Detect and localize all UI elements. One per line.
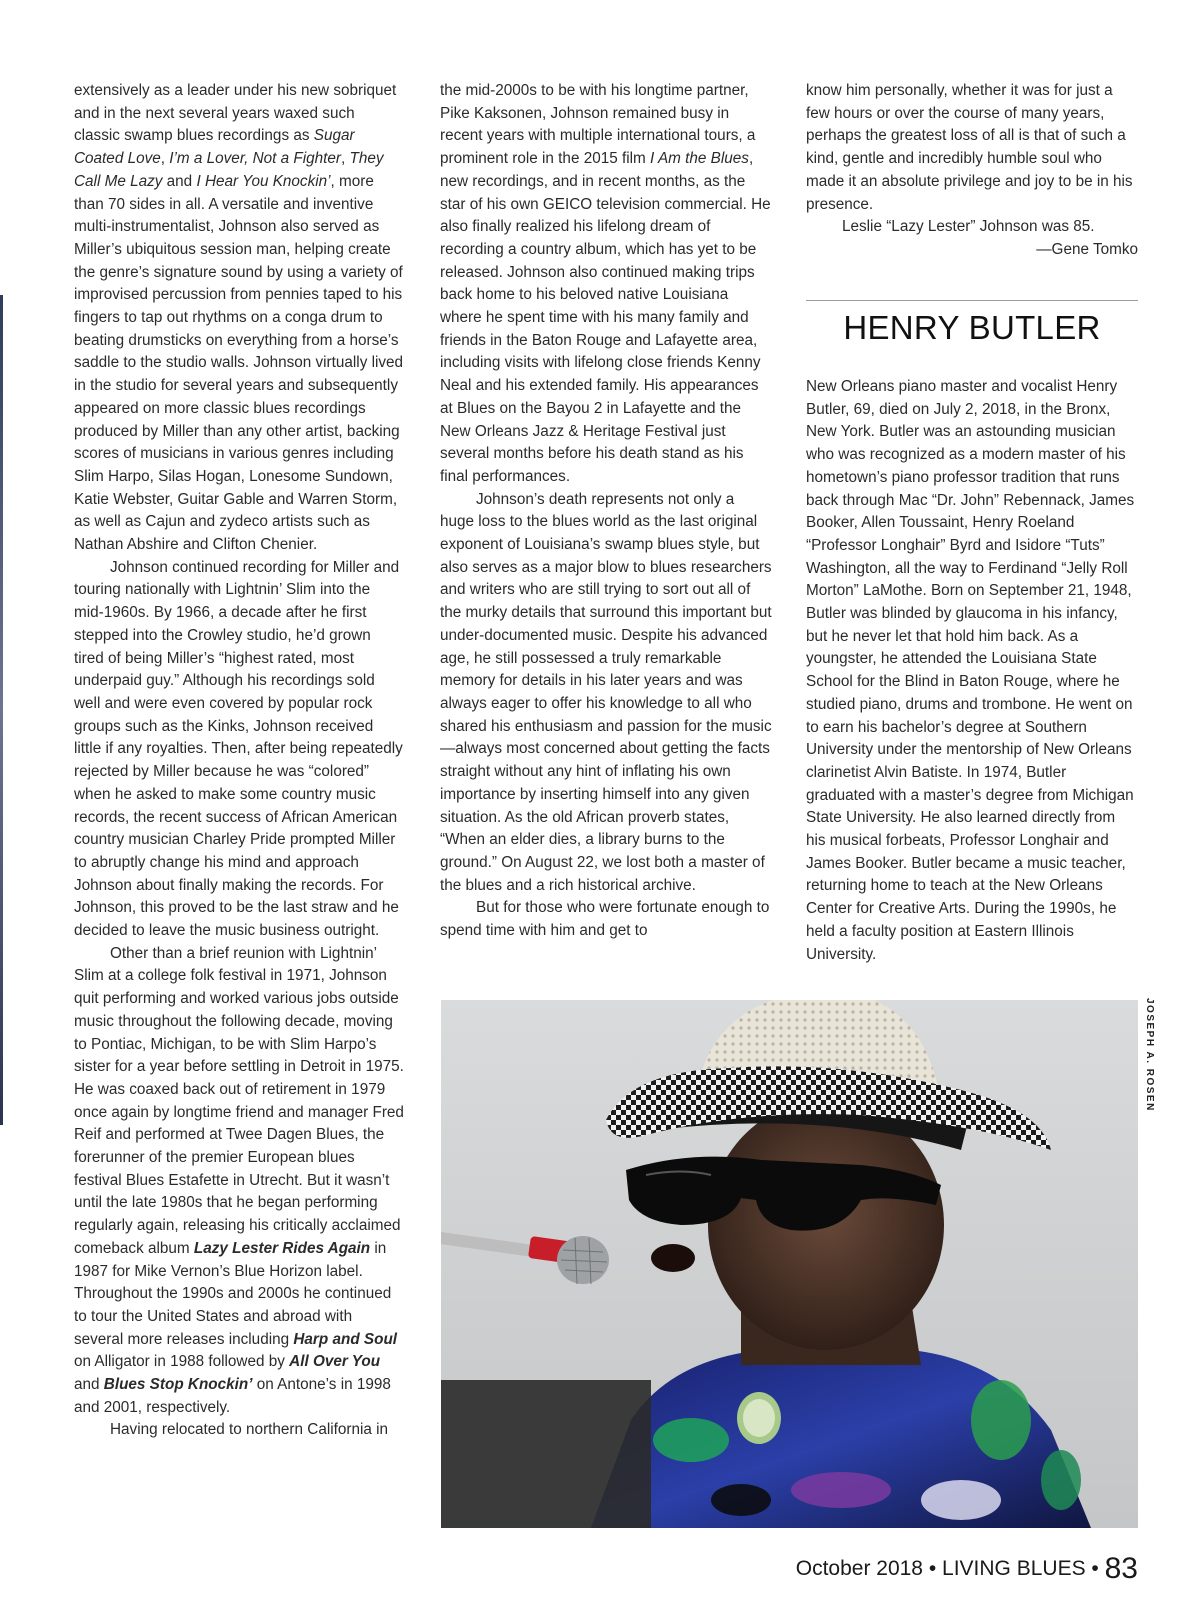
page-number: 83 [1104, 1552, 1138, 1585]
facing-page-edge [0, 295, 3, 1125]
paragraph: But for those who were fortunate enough to spend time with him and get to [440, 899, 770, 940]
performer-photo [441, 1000, 1138, 1528]
paragraph: New Orleans piano master and vocalist Henry Butler, 69, died on July 2, 2018, in the Bronx, New York. Butler was an astounding musician who was recognized as a modern master of his hometown’s piano professor tradition that runs back through Mac “Dr. John” Rebennack, James Booker, Allen Toussaint, Henry Roeland “Professor Longhair” Byrd and Isidore “Tuts” Washington, all the way to Ferdinand “Jelly Roll Morton” LaMothe. Born on September 21, 1948, Butler was blinded by glaucoma in his infancy, but he never let that hold him back. As a youngster, he attended the Louisiana State School for the Blind in Baton Rouge, where he studied piano, drums and trombone. He went on to earn his bachelor’s degree at Southern University under the mentorship of New Orleans clarinetist Alvin Batiste. In 1974, Butler graduated with a master’s degree from Michigan State University. He also learned directly from his musical forbeats, Professor Longhair and James Booker. Butler became a music teacher, returning home to teach at the New Orleans Center for Creative Arts. During the 1990s, he held a faculty position at Eastern Illinois University. [806, 378, 1135, 963]
film-title: I Am the Blues [650, 150, 749, 168]
article-column-3 [806, 80, 1138, 262]
section-divider [806, 300, 1138, 301]
album-title: Blues Stop Knockin’ [103, 1376, 253, 1394]
article-column-1 [74, 80, 404, 1442]
paragraph: the mid-2000s to be with his longtime partner, Pike Kaksonen, Johnson remained busy in recent years with multiple international tours, a prominent role in the 2015 film I Am the Blues, new recordings, and in recent months, as the star of his own GEICO television commercial. He also finally realized his lifelong dream of recording a country album, which has yet to be released. Johnson also continued making trips back home to his beloved native Louisiana where he spent time with his many family and friends in the Baton Rouge and Lafayette area, including visits with lifelong close friends Kenny Neal and his extended family. His appearances at Blues on the Bayou 2 in Lafayette and the New Orleans Jazz & Heritage Festival just several months before his death stand as his final performances. [440, 82, 771, 485]
bullet-separator: • [923, 1557, 943, 1580]
paragraph: Having relocated to northern California in [110, 1421, 389, 1439]
photo-credit [1141, 998, 1155, 1112]
paragraph: Other than a brief reunion with Lightnin’ Slim at a college folk festival in 1971, Johnson quit performing and worked various jobs outside music throughout the following decade, moving to Pontiac, Michigan, to be with Slim Harpo’s sister for a year before settling in Detroit in 1975. He was coaxed back out of retirement in 1979 once again by longtime friend and manager Fred Reif and performed at Twee Dagen Blues, the forerunner of the premier European blues festival Blues Estafette in Utrecht. But it wasn’t until the late 1980s that he began performing regularly again, releasing his critically acclaimed comeback album Lazy Lester Rides Again in 1987 for Mike Vernon’s Blue Horizon label. Throughout the 1990s and 2000s he continued to tour the United States and abroad with several more releases including Harp and Soul on Alligator in 1988 followed by All Over You and Blues Stop Knockin’ on Antone’s in 1998 and 2001, respectively. [74, 944, 404, 1416]
magazine-name: LIVING BLUES [942, 1557, 1086, 1580]
paragraph: know him personally, whether it was for just a few hours or over the course of many years, perhaps the greatest loss of all is that of such a kind, gentle and incredibly humble soul who made it an absolute privilege and joy to be in his presence. [806, 82, 1133, 213]
paragraph: Johnson’s death represents not only a huge loss to the blues world as the last original exponent of Louisiana’s swamp blues style, but also serves as a major blow to blues researchers and writers who are still trying to sort out all of the murky details that surround this important but under-documented music. Despite his advanced age, he still possessed a truly remarkable memory for details in his later years and was always eager to offer his knowledge to all who shared his enthusiasm and passion for the music—always most concerned about getting the facts straight without any hint of inflating his own importance by inserting himself into any given situation. As the old African proverb states, “When an elder dies, a library burns to the ground.” On August 22, we lost both a master of the blues and a rich historical archive. [440, 490, 772, 894]
paragraph: Johnson continued recording for Miller and touring nationally with Lightnin’ Slim into the mid-1960s. By 1966, a decade after he first stepped into the Crowley studio, he’d grown tired of being Miller’s “highest rated, most underpaid guy.” Although his recordings sold well and were even covered by popular rock groups such as the Kinks, Johnson received little if any royalties. Then, after being repeatedly rejected by Miller because he was “colored” when he asked to make some country music records, the recent success of African American country musician Charley Pride prompted Miller to abruptly change his mind and approach Johnson about finally making the records. For Johnson, this proved to be the last straw and he decided to leave the music business outright. [74, 558, 403, 940]
album-title: Harp and Soul [293, 1330, 398, 1348]
issue-date: October 2018 [795, 1557, 923, 1580]
obituary-headline: HENRY BUTLER [843, 309, 1101, 346]
page-footer [796, 1552, 1138, 1586]
henry-butler-article [806, 376, 1138, 966]
author-signature: —Gene Tomko [1036, 240, 1138, 258]
singer-at-microphone-image [441, 1000, 1138, 1528]
album-title: Lazy Lester Rides Again [193, 1239, 371, 1257]
bullet-separator: • [1085, 1557, 1105, 1580]
photo-credit-text: JOSEPH A. ROSEN [1144, 998, 1155, 1112]
paragraph: extensively as a leader under his new sobriquet and in the next several years waxed such classic swamp blues recordings as Sugar Coated Love, I’m a Lover, Not a Fighter, They Call Me Lazy and I Hear You Knockin’, more than 70 sides in all. A versatile and inventive multi-instrumentalist, Johnson also served as Miller’s ubiquitous session man, helping create the genre’s signature sound by using a variety of improvised percussion from pennies taped to his fingers to tap out rhythms on a conga drum to beating drumsticks on everything from a horse’s saddle to the studio walls. Johnson virtually lived in the studio for several years and subsequently appeared on more classic blues recordings produced by Miller than any other artist, backing scores of musicians in various genres including Slim Harpo, Silas Hogan, Lonesome Sundown, Katie Webster, Guitar Gable and Warren Storm, as well as Cajun and zydeco artists such as Nathan Abshire and Clifton Chenier. [74, 82, 404, 554]
article-column-2 [440, 80, 772, 943]
paragraph: Leslie “Lazy Lester” Johnson was 85. [842, 218, 1095, 236]
album-title: All Over You [289, 1353, 381, 1371]
